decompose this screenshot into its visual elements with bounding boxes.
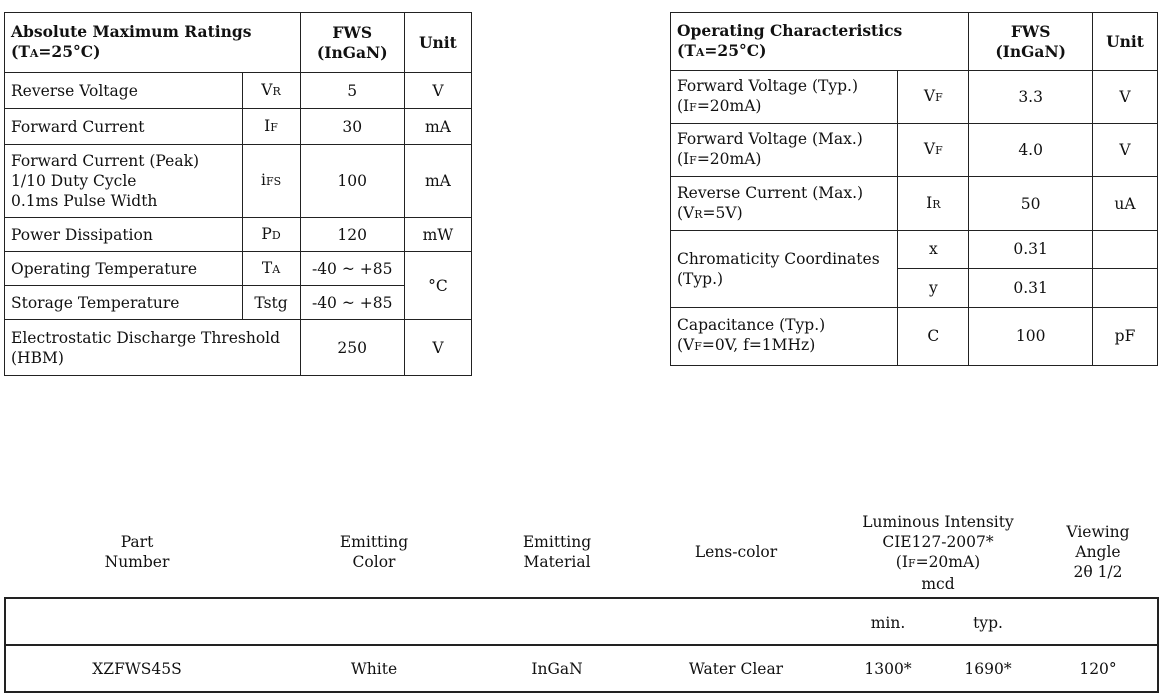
param-label: Capacitance (Typ.) (VF=0V, f=1MHz) — [671, 307, 898, 365]
absolute-maximum-ratings-table — [4, 12, 472, 376]
table-row — [5, 109, 472, 145]
table-row — [5, 218, 472, 252]
cell-intensity-min: 1300* — [864, 660, 912, 678]
value: 250 — [300, 320, 404, 376]
symbol: IR — [898, 177, 969, 230]
symbol: IF — [242, 109, 300, 145]
table-row — [671, 307, 1158, 365]
unit: V — [404, 73, 471, 109]
symbol: C — [898, 307, 969, 365]
unit — [1093, 230, 1158, 268]
value: -40 ~ +85 — [300, 252, 404, 286]
param-label: Forward Current — [5, 109, 243, 145]
oc-title-cell — [671, 13, 969, 71]
header-part-number: Part Number — [104, 533, 170, 571]
symbol: y — [898, 268, 969, 307]
oc-title: Operating Characteristics — [677, 20, 903, 40]
param-label: Chromaticity Coordinates (Typ.) — [671, 230, 898, 307]
header-luminous-intensity: Luminous Intensity CIE127-2007* (IF=20mA) mcd — [862, 513, 1014, 593]
oc-col-fws: FWS (InGaN) — [969, 13, 1093, 71]
value: 5 — [300, 73, 404, 109]
unit: °C — [404, 252, 471, 320]
param-label: Reverse Current (Max.) (VR=5V) — [671, 177, 898, 230]
symbol: Tstg — [242, 286, 300, 320]
subheader-min: min. — [870, 614, 906, 632]
table-row — [5, 286, 472, 320]
unit: mW — [404, 218, 471, 252]
value: 50 — [969, 177, 1093, 230]
value: 0.31 — [969, 268, 1093, 307]
unit: V — [404, 320, 471, 376]
table-row — [5, 73, 472, 109]
table-row — [5, 320, 472, 376]
subheader-typ: typ. — [973, 614, 1003, 632]
param-label: Forward Voltage (Max.) (IF=20mA) — [671, 124, 898, 177]
value: 100 — [969, 307, 1093, 365]
header-viewing-angle: Viewing Angle 2θ 1/2 — [1066, 523, 1130, 581]
value: -40 ~ +85 — [300, 286, 404, 320]
param-label: Forward Voltage (Typ.) (IF=20mA) — [671, 71, 898, 124]
unit: V — [1093, 124, 1158, 177]
cell-part-number: XZFWS45S — [92, 660, 182, 678]
unit: V — [1093, 71, 1158, 124]
param-label: Power Dissipation — [5, 218, 243, 252]
symbol: PD — [242, 218, 300, 252]
cell-viewing-angle: 120° — [1079, 660, 1117, 678]
cell-emitting-material: InGaN — [531, 660, 583, 678]
oc-col-unit: Unit — [1093, 13, 1158, 71]
cell-intensity-typ: 1690* — [964, 660, 1012, 678]
header-emitting-material: Emitting Material — [522, 533, 592, 571]
param-label: Operating Temperature — [5, 252, 243, 286]
unit: pF — [1093, 307, 1158, 365]
unit: mA — [404, 109, 471, 145]
param-label: Electrostatic Discharge Threshold (HBM) — [5, 320, 301, 376]
symbol: TA — [242, 252, 300, 286]
value: 3.3 — [969, 71, 1093, 124]
table-row — [671, 177, 1158, 230]
param-label: Forward Current (Peak) 1/10 Duty Cycle 0.1ms Pulse Width — [5, 145, 243, 218]
oc-title-condition: (TA=25°C) — [677, 40, 767, 60]
part-table-divider — [4, 644, 1159, 646]
table-row — [671, 230, 1158, 268]
symbol: VF — [898, 124, 969, 177]
value: 30 — [300, 109, 404, 145]
value: 4.0 — [969, 124, 1093, 177]
amr-title-condition: (TA=25°C) — [11, 41, 101, 61]
table-row — [5, 252, 472, 286]
unit: uA — [1093, 177, 1158, 230]
header-emitting-color: Emitting Color — [339, 533, 409, 571]
value: 100 — [300, 145, 404, 218]
table-row — [5, 145, 472, 218]
table-row — [671, 71, 1158, 124]
symbol: iFS — [242, 145, 300, 218]
value: 0.31 — [969, 230, 1093, 268]
symbol: VR — [242, 73, 300, 109]
unit: mA — [404, 145, 471, 218]
amr-col-unit: Unit — [404, 13, 471, 73]
param-label: Reverse Voltage — [5, 73, 243, 109]
operating-characteristics-table — [670, 12, 1158, 366]
cell-emitting-color: White — [350, 660, 398, 678]
table-row — [671, 124, 1158, 177]
amr-col-fws: FWS (InGaN) — [300, 13, 404, 73]
unit — [1093, 268, 1158, 307]
cell-lens-color: Water Clear — [688, 660, 784, 678]
amr-title-cell — [5, 13, 301, 73]
amr-title: Absolute Maximum Ratings — [11, 21, 252, 41]
symbol: VF — [898, 71, 969, 124]
header-lens-color: Lens-color — [694, 543, 778, 561]
symbol: x — [898, 230, 969, 268]
param-label: Storage Temperature — [5, 286, 243, 320]
value: 120 — [300, 218, 404, 252]
